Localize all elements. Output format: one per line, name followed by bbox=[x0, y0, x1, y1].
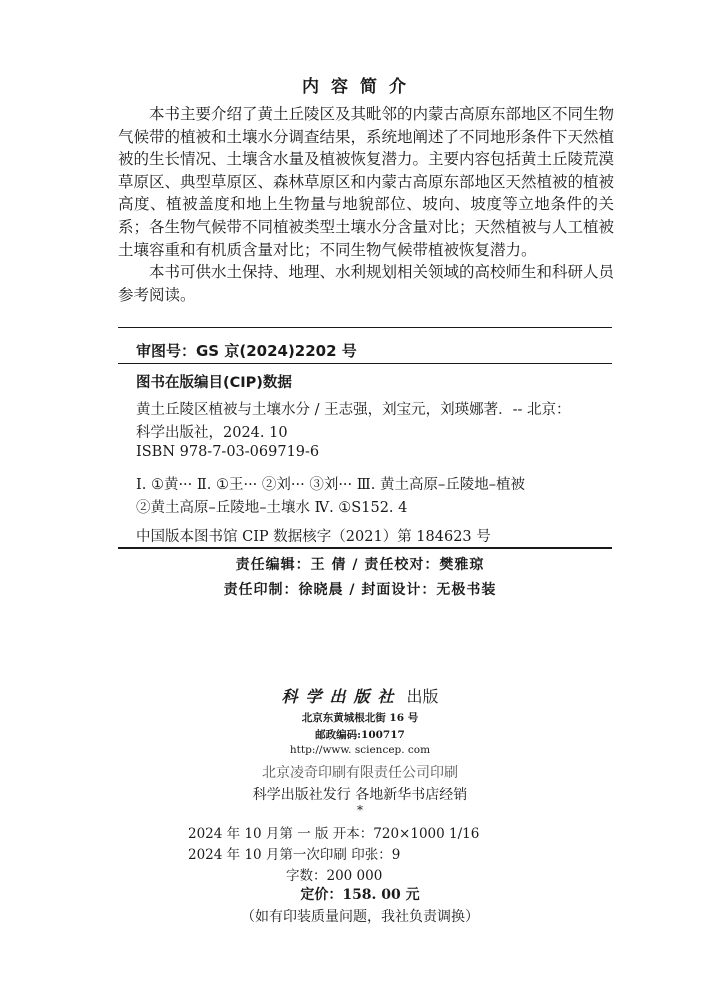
divider-top bbox=[118, 327, 612, 328]
separator-star: * bbox=[357, 803, 363, 817]
publisher-url: http://www. sciencep. com bbox=[289, 744, 431, 756]
cip-title: 图书在版编目(CIP)数据 bbox=[136, 375, 292, 391]
cip-line-2: 科学出版社，2024. 10 bbox=[136, 425, 288, 441]
publisher-name: 科学出版社 bbox=[281, 687, 402, 706]
abstract-paragraph-1: 本书主要介绍了黄土丘陵区及其毗邻的内蒙古高原东部地区不同生物气候带的植被和土壤水分调查结果，系统地阐述了不同地形条件下天然植被的生长情况、土壤含水量及植被恢复潜力。主要内容包括黄土丘陵荒漠草原区、典型草原区、森林草原区和内蒙古高原东部地区天然植被的植被高度、植被盖度和地上生物量与地貌部位、坡向、坡度等立地条件的关系；各生物气候带不同植被类型土壤水分含量对比；天然植被与人工植被土壤容重和有机质含量对比；不同生物气候带植被恢复潜力。 bbox=[118, 105, 615, 259]
page-heading: 内容简介 bbox=[302, 77, 418, 97]
map-approval-number: 审图号：GS 京(2024)2202 号 bbox=[136, 342, 357, 360]
abstract-paragraph-2: 本书可供水土保持、地理、水利规划相关领域的高校师生和科研人员参考阅读。 bbox=[118, 263, 615, 304]
cip-line-1: 黄土丘陵区植被与土壤水分 / 王志强，刘宝元，刘瑛娜著．-- 北京： bbox=[136, 402, 571, 418]
cip-classification-1: Ⅰ. ①黄··· Ⅱ. ①王··· ②刘··· ③刘··· Ⅲ. 黄土高原–丘陵地–植被 bbox=[136, 477, 525, 493]
publisher-block bbox=[0, 684, 720, 707]
divider-cip bbox=[118, 547, 612, 549]
cip-classification-2: ②黄土高原–丘陵地–土壤水 Ⅳ. ①S152. 4 bbox=[136, 500, 408, 516]
printer-line: 北京凌奇印刷有限责任公司印刷 bbox=[262, 765, 458, 781]
printing-line: 2024 年 10 月第一次印刷 印张：9 bbox=[188, 847, 401, 863]
edition-line: 2024 年 10 月第 一 版 开本：720×1000 1/16 bbox=[188, 826, 480, 842]
divider-approval bbox=[118, 363, 612, 364]
staff-line-2: 责任印制：徐晓晨 / 封面设计：无极书装 bbox=[223, 582, 497, 598]
distribution-line: 科学出版社发行 各地新华书店经销 bbox=[252, 787, 468, 803]
quality-notice: （如有印装质量问题，我社负责调换） bbox=[241, 909, 479, 925]
staff-line-1: 责任编辑：王 倩 / 责任校对：樊雅琼 bbox=[235, 557, 485, 573]
publisher-address: 北京东黄城根北街 16 号 bbox=[301, 712, 419, 724]
abstract bbox=[118, 103, 614, 306]
cip-verification-number: 中国版本图书馆 CIP 数据核字（2021）第 184623 号 bbox=[136, 529, 491, 545]
cip-isbn: ISBN 978-7-03-069719-6 bbox=[136, 444, 320, 460]
price: 定价：158. 00 元 bbox=[300, 887, 420, 903]
publisher-postcode: 邮政编码:100717 bbox=[315, 729, 405, 741]
publisher-suffix: 出版 bbox=[406, 687, 439, 706]
word-count: 字数：200 000 bbox=[286, 868, 383, 884]
